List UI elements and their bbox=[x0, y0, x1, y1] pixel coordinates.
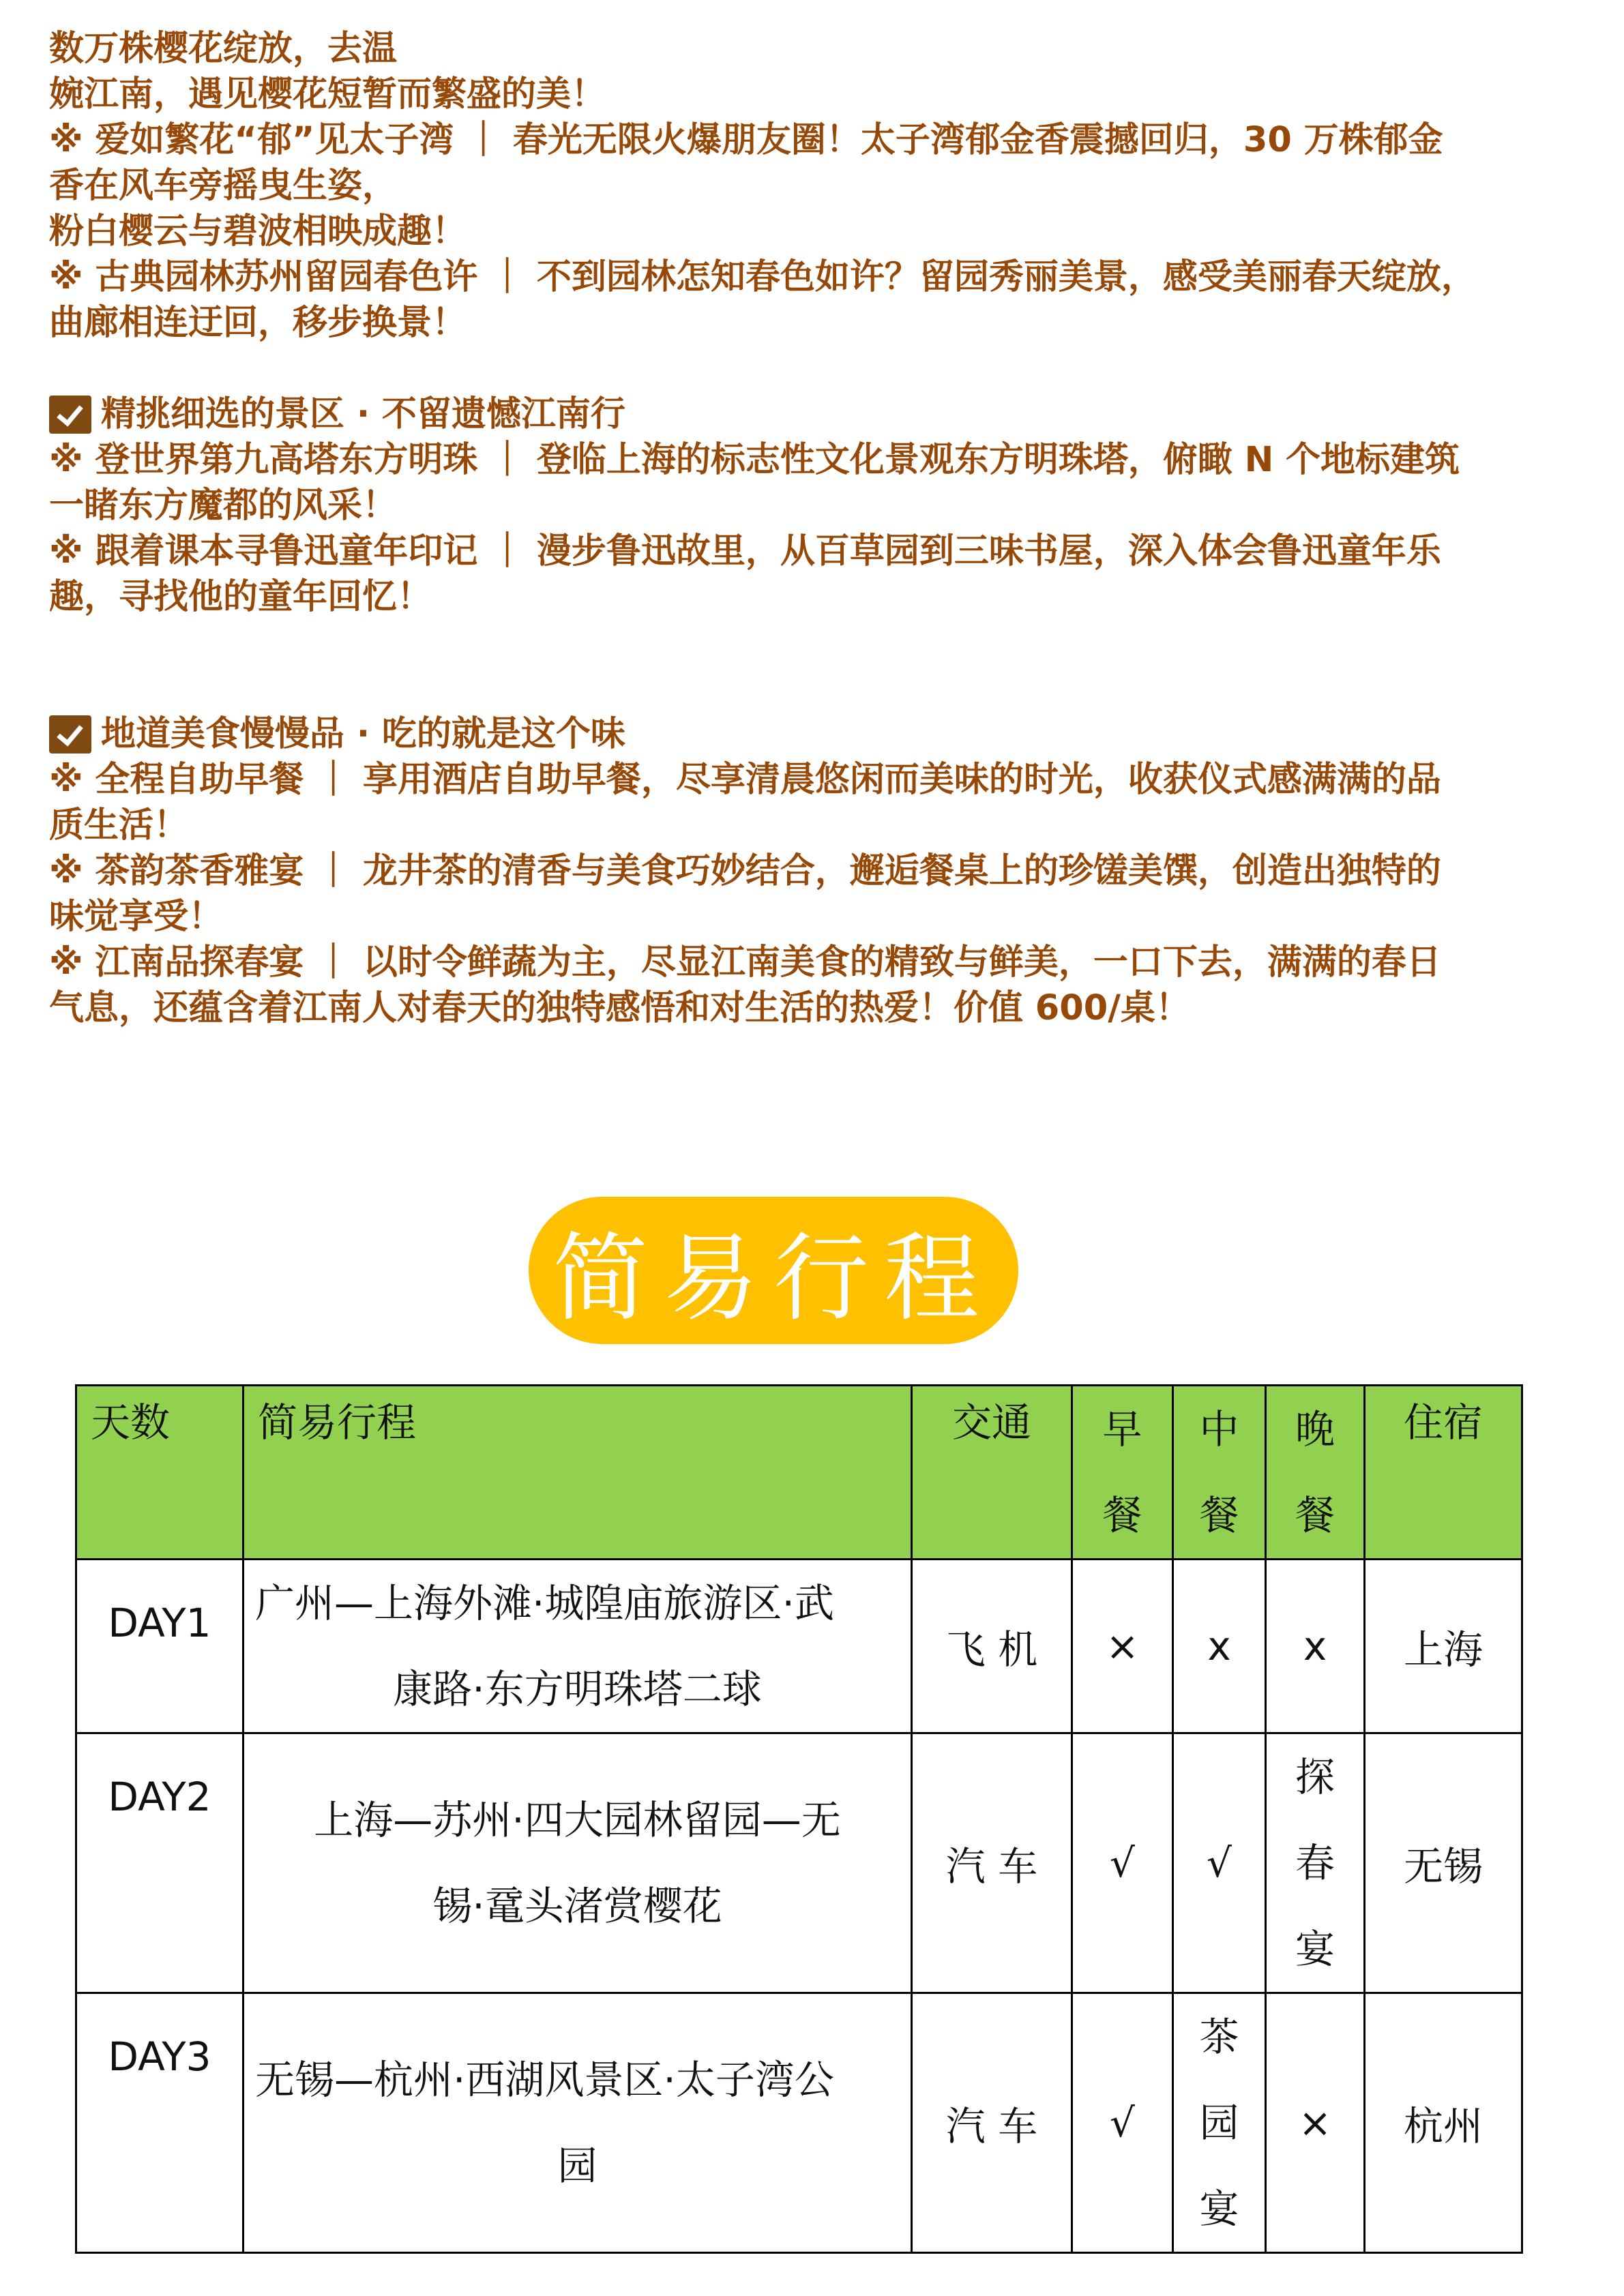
section-line: 趣，寻找他的童年回忆！ bbox=[49, 577, 432, 617]
cell-transport: 汽 车 bbox=[912, 1993, 1072, 2253]
cell-day: DAY3 bbox=[76, 1993, 243, 2253]
checkbox-icon bbox=[49, 715, 91, 754]
cell-breakfast: √ bbox=[1072, 1993, 1173, 2253]
cell-route: 广州—上海外滩·城隍庙旅游区·武 康路·东方明珠塔二球 bbox=[243, 1560, 912, 1733]
cell-route: 无锡—杭州·西湖风景区·太子湾公 园 bbox=[243, 1993, 912, 2253]
cell-dinner: × bbox=[1266, 1993, 1365, 2253]
cell-dinner: x bbox=[1266, 1560, 1365, 1733]
header-hotel: 住宿 bbox=[1365, 1386, 1522, 1560]
itinerary-title-badge bbox=[529, 1197, 1018, 1344]
table-header-row bbox=[76, 1386, 1522, 1560]
header-breakfast: 早 餐 bbox=[1072, 1386, 1173, 1560]
section-line: ※ 江南品探春宴 ｜ 以时令鲜蔬为主，尽显江南美食的精致与鲜美，一口下去，满满的春日 bbox=[49, 942, 1441, 983]
header-day: 天数 bbox=[76, 1386, 243, 1560]
section-line: ※ 茶韵茶香雅宴 ｜ 龙井茶的清香与美食巧妙结合，邂逅餐桌上的珍馐美馔，创造出独特的 bbox=[49, 851, 1441, 891]
section-title-text: 精挑细选的景区 · 不留遗憾江南行 bbox=[101, 394, 625, 434]
section-line: ※ 跟着课本寻鲁迅童年印记 ｜ 漫步鲁迅故里，从百草园到三味书屋，深入体会鲁迅童年乐 bbox=[49, 531, 1441, 571]
section-line: 气息，还蕴含着江南人对春天的独特感悟和对生活的热爱！价值 600/桌！ bbox=[49, 988, 1190, 1028]
header-lunch: 中 餐 bbox=[1173, 1386, 1266, 1560]
cell-hotel: 上海 bbox=[1365, 1560, 1522, 1733]
cell-lunch: 茶 园 宴 bbox=[1173, 1993, 1266, 2253]
itinerary-title: 简易行程 bbox=[552, 1223, 994, 1335]
cell-breakfast: × bbox=[1072, 1560, 1173, 1733]
table-row bbox=[76, 1560, 1522, 1733]
section-title-scenic bbox=[49, 391, 1584, 437]
cell-route: 上海—苏州·四大园林留园—无 锡·鼋头渚赏樱花 bbox=[243, 1733, 912, 1993]
section-line: 一睹东方魔都的风采！ bbox=[49, 486, 398, 526]
promo-text-block bbox=[49, 26, 1584, 1031]
section-line: 质生活！ bbox=[49, 805, 189, 846]
cell-breakfast: √ bbox=[1072, 1733, 1173, 1993]
section-title-text: 地道美食慢慢品 · 吃的就是这个味 bbox=[101, 714, 625, 754]
section-line: ※ 登世界第九高塔东方明珠 ｜ 登临上海的标志性文化景观东方明珠塔，俯瞰 N 个地标建筑 bbox=[49, 440, 1460, 480]
section-title-food bbox=[49, 711, 1584, 757]
itinerary-table bbox=[75, 1384, 1523, 2254]
cell-lunch: √ bbox=[1173, 1733, 1266, 1993]
cell-hotel: 杭州 bbox=[1365, 1993, 1522, 2253]
cell-day: DAY1 bbox=[76, 1560, 243, 1733]
cell-transport: 飞 机 bbox=[912, 1560, 1072, 1733]
table-row bbox=[76, 1733, 1522, 1993]
section-line: ※ 全程自助早餐 ｜ 享用酒店自助早餐，尽享清晨悠闲而美味的时光，收获仪式感满满的品 bbox=[49, 760, 1441, 800]
intro-line: 数万株樱花绽放，去温 bbox=[49, 29, 398, 69]
section-line: 味觉享受！ bbox=[49, 897, 224, 937]
intro-line: 香在风车旁摇曳生姿， bbox=[49, 166, 398, 206]
intro-line: 曲廊相连迂回，移步换景！ bbox=[49, 303, 467, 343]
intro-line: ※ 爱如繁花“郁”见太子湾 ｜ 春光无限火爆朋友圈！太子湾郁金香震撼回归，30 万株郁金 bbox=[49, 120, 1443, 160]
header-transport: 交通 bbox=[912, 1386, 1072, 1560]
intro-line: 粉白樱云与碧波相映成趣！ bbox=[49, 211, 467, 252]
intro-line: 婉江南，遇见樱花短暂而繁盛的美！ bbox=[49, 74, 606, 115]
cell-day: DAY2 bbox=[76, 1733, 243, 1993]
header-route: 简易行程 bbox=[243, 1386, 912, 1560]
cell-lunch: x bbox=[1173, 1560, 1266, 1733]
checkbox-icon bbox=[49, 396, 91, 434]
header-dinner: 晚 餐 bbox=[1266, 1386, 1365, 1560]
cell-transport: 汽 车 bbox=[912, 1733, 1072, 1993]
table-row bbox=[76, 1993, 1522, 2253]
intro-line: ※ 古典园林苏州留园春色许 ｜ 不到园林怎知春色如许？留园秀丽美景，感受美丽春天绽放， bbox=[49, 257, 1476, 297]
cell-dinner: 探 春 宴 bbox=[1266, 1733, 1365, 1993]
cell-hotel: 无锡 bbox=[1365, 1733, 1522, 1993]
